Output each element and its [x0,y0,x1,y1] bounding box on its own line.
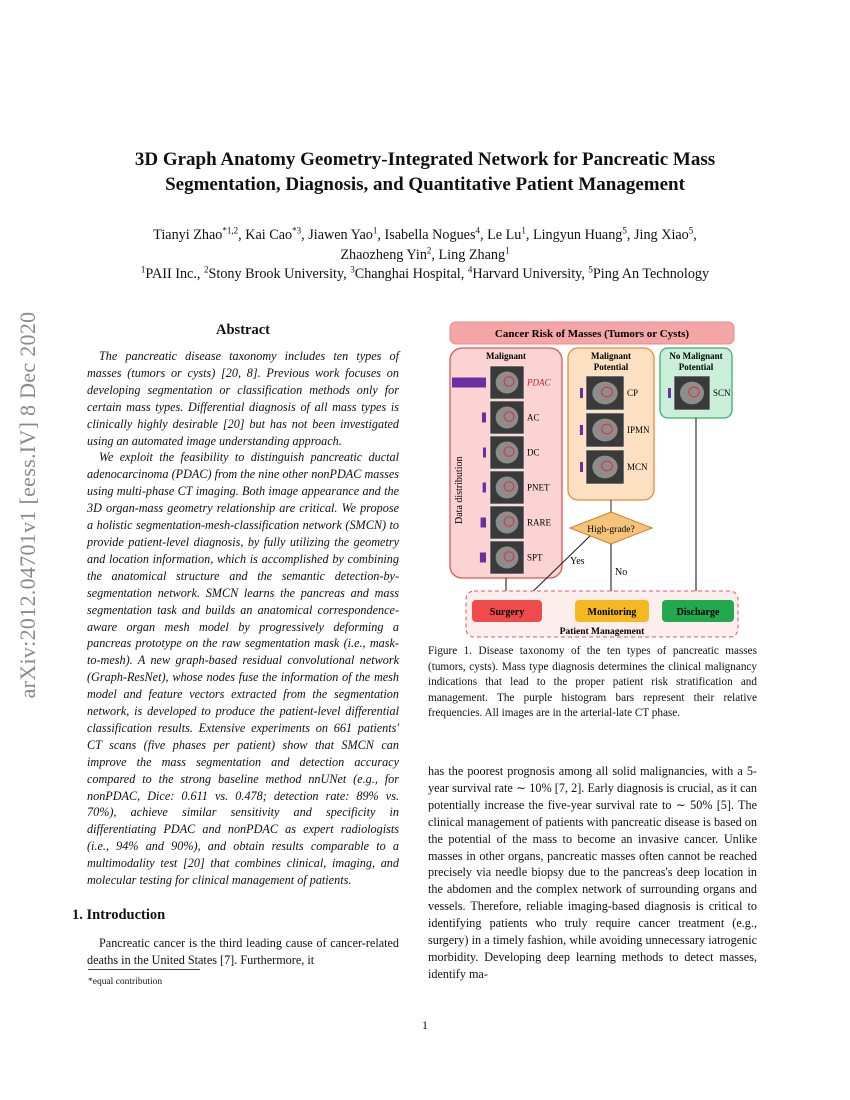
histogram-bar-cp [580,388,583,398]
surgery-label: Surgery [489,607,525,618]
footnote-rule [88,969,200,970]
abstract-paragraph-1: The pancreatic disease taxonomy includes ten types of masses (tumors or cysts) [20, 8]. Previous work focuses on developing segmentation or classification methods only for certain mass types. Differential diagnosis of all mass types is clinically highly desirable [20] but has not been investigated using an automated image understanding approach. [87,349,399,448]
mass-type-label-ac: AC [527,412,540,423]
abstract-body [87,348,399,889]
histogram-bar-pdac [452,378,486,388]
title-line-2: Segmentation, Diagnosis, and Quantitative Patient Management [165,174,685,195]
discharge-label: Discharge [676,607,720,618]
potential-label-2: Potential [593,362,629,372]
title-line-1: 3D Graph Anatomy Geometry-Integrated Network for Pancreatic Mass [134,149,716,170]
affiliations: $^1$PAII Inc., $^2$Stony Brook University, $^3$Changhai Hospital, $^4$Harvard University, $^5$Ping An Technology [140,264,710,282]
author-list [60,225,790,265]
ct-organ-shape [496,407,519,429]
malignant-label: Malignant [485,351,527,361]
intro-paragraph-1: Pancreatic cancer is the third leading cause of cancer-related deaths in the United States [7]. Furthermore, it [87,936,399,967]
histogram-bar-dc [483,448,486,458]
ct-organ-shape [680,382,704,405]
mass-type-label-dc: DC [527,447,540,458]
figure-caption: Figure 1. Disease taxonomy of the ten types of pancreatic masses (tumors, cysts). Mass type diagnosis determines the clinical malignancy indications that lead to the proper patient risk stratification and management. The purple histogram bars represent their relative frequencies. All images are in the arterial-late CT phase. [428,645,757,720]
ct-organ-shape [496,372,519,394]
histogram-bar-mcn [580,462,583,472]
histogram-bar-ac [482,413,486,423]
ct-organ-shape [496,477,519,499]
introduction-body [87,935,399,969]
ct-organ-shape [592,382,617,405]
decision-label: High-grade? [587,525,635,535]
figure-1 [440,318,750,640]
patient-management-label: Patient Management [559,627,645,637]
banner-label: Cancer Risk of Masses (Tumors or Cysts) [494,328,690,340]
mass-type-label-scn: SCN [713,388,731,398]
histogram-bar-scn [668,388,671,398]
potential-label-1: Malignant [590,351,632,361]
histogram-bar-rare [481,518,486,528]
ct-organ-shape [592,456,617,479]
monitoring-label: Monitoring [587,607,637,618]
data-distribution-label: Data distribution [454,456,465,524]
ct-organ-shape [496,442,519,464]
no-label: No [615,567,628,578]
histogram-bar-ipmn [580,425,583,435]
no-malignant-label-2: Potential [678,362,714,372]
yes-label: Yes [570,556,585,567]
mass-type-label-mcn: MCN [627,462,648,472]
no-malignant-label-1: No Malignant [669,351,723,361]
ct-organ-shape [592,419,617,442]
ct-organ-shape [496,547,519,569]
ct-organ-shape [496,512,519,534]
mass-type-label-rare: RARE [527,517,552,528]
paper-title [60,147,790,197]
right-column-body [428,763,757,983]
footnote: *equal contribution [88,977,163,987]
authors-line-2: Zhaozheng Yin$^2$, Ling Zhang$^1$ [340,245,510,263]
mass-type-label-cp: CP [627,388,639,398]
page-number: 1 [422,1018,428,1032]
authors-line-1: Tianyi Zhao$^{*1,2}$, Kai Cao$^{*3}$, Jiawen Yao$^1$, Isabella Nogues$^4$, Le Lu$^1$, Lingyun Huang$^5$, Jing Xiao$^5$, [153,225,697,243]
abstract-paragraph-2: We exploit the feasibility to distinguish pancreatic ductal adenocarcinoma (PDAC) from the nine other nonPDAC masses using multi-phase CT imaging. Both image appearance and the 3D organ-mass geometry relationship are critical. We propose a holistic segmentation-mesh-classification network (SMCN) to provide patient-level diagnosis, by fully utilizing the geometry and location information, which is accomplished by combining the anatomical structure and the semantic detection-by-segmentation network. SMCN learns the pancreas and mass segmentation task and builds an anatomical correspondence-aware organ mesh model by progressively deforming a pancreas prototype on the raw segmentation mask (i.e., mask-to-mesh). A new graph-based residual convolutional network (Graph-ResNet), whose nodes fuse the information of the mesh model and feature vectors extracted from the segmentation network, is developed to produce the patient-level differential classification results. Extensive experiments on 661 patients' CT scans (five phases per patient) show that SMCN can improve the mass segmentation and detection accuracy compared to the strong baseline method nnUNet (e.g., for nonPDAC, Dice: 0.611 vs. 0.478; detection rate: 89% vs. 70%), achieve similar sensitivity and specificity in differentiating PDAC and nonPDAC as expert radiologists (i.e., 94% and 90%), and obtain results comparable to a multimodality test [20] that combines clinical, imaging, and molecular testing for clinical management of patients. [87,450,399,888]
mass-type-label-pdac: PDAC [527,377,551,388]
right-paragraph: has the poorest prognosis among all solid malignancies, with a 5-year survival rate ∼ 10% [7, 2]. Early diagnosis is crucial, as it can potentially increase the five-year survival rate to ∼ 50% [5]. The clinical management of patients with pancreatic disease is based on the potential of the mass to become an invasive cancer. Unlike masses in other organs, pancreatic masses often cannot be reached precisely via needle biopsy due to the pancreas's deep location in the abdomen and the complex network of surrounding organs and vessels. Therefore, reliable imaging-based diagnosis is critical to identifying patients who truly require cancer treatment (e.g., surgery) in a timely fashion, while avoiding unnecessary iatrogenic morbidity. Developing deep learning methods to detect masses, identify ma- [428,764,757,981]
histogram-bar-pnet [483,483,486,493]
mass-type-label-ipmn: IPMN [627,425,650,435]
histogram-bar-spt [480,553,486,563]
abstract-heading: Abstract [216,322,270,338]
mass-type-label-pnet: PNET [527,482,550,493]
arxiv-stamp: arXiv:2012.04701v1 [eess.IV] 8 Dec 2020 [15,311,40,699]
mass-type-label-spt: SPT [527,552,543,563]
section-heading-introduction: 1. Introduction [72,907,166,923]
